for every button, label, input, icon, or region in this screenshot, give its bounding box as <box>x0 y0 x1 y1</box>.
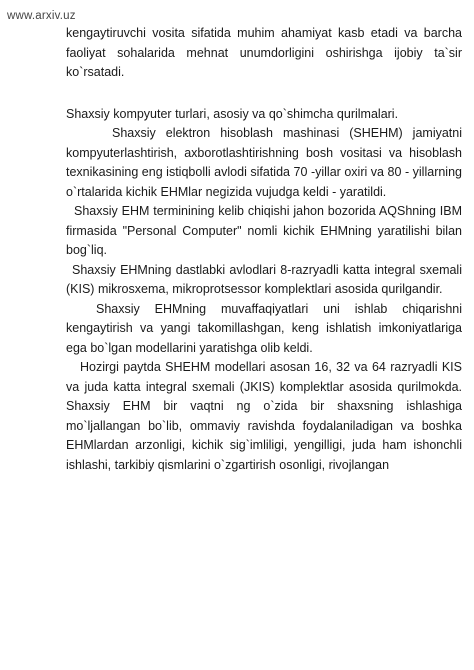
section-heading: Shaxsiy kompyuter turlari, asosiy va qo`shimcha qurilmalari. <box>66 106 399 121</box>
paragraph-intro-continuation: kengaytiruvchi vosita sifatida muhim ahamiyat kasb etadi va barcha faoliyat sohalarida mehnat unumdorligini oshirishga ijobiy ta`sir ko`rsatadi. <box>66 26 462 79</box>
paragraph-success: Shaxsiy EHMning muvaffaqiyatlari uni ishlab chiqarishni kengaytirish va yangi takomillashgan, keng ishlatish imkoniyatlariga ega bo`lgan modellarini yaratishga olib keldi. <box>66 301 462 355</box>
document-page <box>66 24 462 475</box>
paragraph-shehm-definition: Shaxsiy elektron hisoblash mashinasi (SHEHM) jamiyatni kompyuterlashtirish, axborotlashtirishning bosh vositasi va hisoblash texnikasining eng istiqbolli avlodi sifatida 70 -yillar oxiri va 80 - yillarning o`rtalarida kichik EHMlar negizida vujudga keldi - yaratildi. <box>66 126 462 199</box>
paragraph-first-generations: Shaxsiy EHMning dastlabki avlodlari 8-razryadli katta integral sxemali (KIS) mikrosxema, mikroprotsessor komplektlari asosida qurilgandir. <box>66 262 462 296</box>
paragraph-gap <box>66 83 462 105</box>
paragraph-term-origin: Shaxsiy EHM terminining kelib chiqishi jahon bozorida AQShning IBM firmasida "Personal Computer" nomli kichik EHMning yaratilishi bilan bog`liq. <box>66 204 462 257</box>
watermark: www.arxiv.uz <box>7 10 76 22</box>
paragraph-current-models: Hozirgi paytda SHEHM modellari asosan 16, 32 va 64 razryadli KIS va juda katta integral sxemali (JKIS) komplektlar asosida qurilmokda. Shaxsiy EHM bir vaqtni ng o`zida bir shaxsning ishlashiga mo`ljallangan bo`lib, ommaviy ravishda foydalaniladigan va boshka EHMlardan arzonligi, kichik sig`imliligi, yengilligi, juda ham ishonchli ishlashi, tarkibiy qismlarini o`zgartirish osonligi, rivojlangan <box>66 360 462 472</box>
